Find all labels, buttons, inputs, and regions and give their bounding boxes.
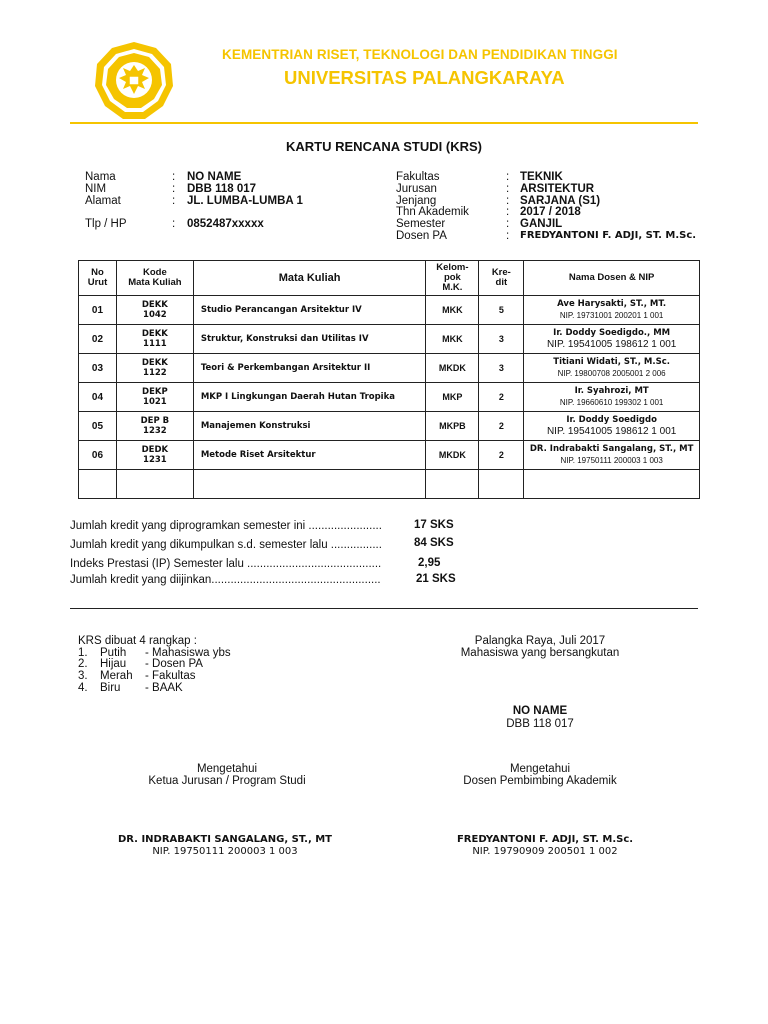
table-row (79, 296, 700, 325)
header-kelompok: Kelom- pok M.K. (426, 261, 479, 296)
row-kelompok: MKK (426, 325, 479, 354)
colon: : (172, 195, 176, 207)
row-kelompok: MKPB (426, 412, 479, 441)
university-name: UNIVERSITAS PALANGKARAYA (284, 67, 565, 88)
garuda-emblem-icon (93, 40, 175, 122)
header-kode: Kode Mata Kuliah (116, 261, 193, 296)
table-row (79, 325, 700, 354)
summary-ip-value: 2,95 (418, 557, 441, 569)
value-alamat: JL. LUMBA-LUMBA 1 (187, 195, 303, 207)
label-semester: Semester (396, 218, 446, 230)
table-row-empty (79, 470, 700, 499)
label-fakultas: Fakultas (396, 171, 440, 183)
label-thn-akademik: Thn Akademik (396, 206, 469, 218)
label-nama: Nama (85, 171, 116, 183)
colon: : (172, 171, 176, 183)
place-date: Palangka Raya, Juli 2017 (474, 635, 606, 647)
student-sign-caption: Mahasiswa yang bersangkutan (460, 647, 620, 659)
header-divider (70, 122, 698, 124)
value-fakultas: TEKNIK (520, 171, 563, 183)
sign-left-line1: Mengetahui (196, 763, 258, 775)
label-alamat: Alamat (85, 195, 121, 207)
header-mata-kuliah: Mata Kuliah (193, 261, 426, 296)
ministry-name: KEMENTRIAN RISET, TEKNOLOGI DAN PENDIDIKAN TINGGI (222, 47, 618, 62)
sign-left-line2: Ketua Jurusan / Program Studi (148, 775, 306, 787)
value-nim: DBB 118 017 (187, 183, 257, 195)
row-mata-kuliah: MKP I Lingkungan Daerah Hutan Tropika (193, 383, 426, 412)
summary-dikumpulkan-value: 84 SKS (414, 537, 454, 549)
colon: : (506, 230, 510, 242)
label-tlp: Tlp / HP (85, 218, 127, 230)
sign-left-nip: NIP. 19750111 200003 1 003 (152, 846, 298, 857)
row-no: 02 (79, 325, 117, 354)
value-semester: GANJIL (520, 218, 563, 230)
colon: : (506, 218, 510, 230)
row-kelompok: MKDK (426, 441, 479, 470)
row-kredit: 2 (479, 412, 524, 441)
row-kode: DEKK 1122 (116, 354, 193, 383)
row-kode: DEKK 1042 (116, 296, 193, 325)
colon: : (506, 171, 510, 183)
colon: : (172, 183, 176, 195)
row-no: 05 (79, 412, 117, 441)
row-dosen: DR. Indrabakti Sangalang, ST., MT NIP. 19750111 200003 1 003 (524, 441, 700, 470)
row-kode: DEP B 1232 (116, 412, 193, 441)
row-no: 04 (79, 383, 117, 412)
row-mata-kuliah: Struktur, Konstruksi dan Utilitas IV (193, 325, 426, 354)
row-dosen: Ave Harysakti, ST., MT. NIP. 19731001 200201 1 001 (524, 296, 700, 325)
value-tlp: 0852487xxxxx (187, 218, 264, 230)
label-nim: NIM (85, 183, 107, 195)
page-title: KARTU RENCANA STUDI (KRS) (286, 139, 482, 154)
row-kredit: 5 (479, 296, 524, 325)
sign-right-line1: Mengetahui (509, 763, 571, 775)
value-nama: NO NAME (187, 171, 242, 183)
row-no: 06 (79, 441, 117, 470)
row-mata-kuliah: Manajemen Konstruksi (193, 412, 426, 441)
row-dosen: Ir. Syahrozi, MT NIP. 19660610 199302 1 001 (524, 383, 700, 412)
label-jenjang: Jenjang (396, 195, 437, 207)
sign-right-line2: Dosen Pembimbing Akademik (463, 775, 617, 787)
row-kode: DEKP 1021 (116, 383, 193, 412)
row-no: 01 (79, 296, 117, 325)
student-sign-name: NO NAME (512, 705, 568, 717)
row-no: 03 (79, 354, 117, 383)
row-kelompok: MKK (426, 296, 479, 325)
header-no-urut: No Urut (79, 261, 117, 296)
section-divider (70, 608, 698, 609)
row-kelompok: MKDK (426, 354, 479, 383)
label-jurusan: Jurusan (396, 183, 437, 195)
row-dosen: Ir. Doddy Soedigdo NIP. 19541005 198612 1 001 (524, 412, 700, 441)
summary-dikumpulkan: Jumlah kredit yang dikumpulkan s.d. semester lalu ................ (70, 539, 382, 551)
header-kredit: Kre- dit (479, 261, 524, 296)
sign-left-name: DR. INDRABAKTI SANGALANG, ST., MT (117, 834, 332, 845)
row-kode: DEDK 1231 (116, 441, 193, 470)
value-dosen-pa: FREDYANTONI F. ADJI, ST. M.Sc. (520, 230, 697, 241)
table-row (79, 354, 700, 383)
student-sign-nim: DBB 118 017 (506, 718, 574, 730)
colon: : (506, 206, 510, 218)
course-table (78, 260, 700, 499)
row-kredit: 2 (479, 383, 524, 412)
table-header-row (79, 261, 700, 296)
sign-right-nip: NIP. 19790909 200501 1 002 (472, 846, 618, 857)
label-dosen-pa: Dosen PA (396, 230, 447, 242)
row-mata-kuliah: Metode Riset Arsitektur (193, 441, 426, 470)
row-kode: DEKK 1111 (116, 325, 193, 354)
value-thn-akademik: 2017 / 2018 (520, 206, 581, 218)
row-kredit: 3 (479, 325, 524, 354)
row-mata-kuliah: Teori & Perkembangan Arsitektur II (193, 354, 426, 383)
sign-right-name: FREDYANTONI F. ADJI, ST. M.Sc. (456, 834, 634, 845)
summary-diprogramkan-value: 17 SKS (414, 519, 454, 531)
value-jenjang: SARJANA (S1) (520, 195, 601, 207)
table-row (79, 412, 700, 441)
copies-title: KRS dibuat 4 rangkap : (78, 635, 197, 647)
row-kredit: 2 (479, 441, 524, 470)
colon: : (506, 195, 510, 207)
row-dosen: Ir. Doddy Soedigdo., MM NIP. 19541005 198612 1 001 (524, 325, 700, 354)
row-mata-kuliah: Studio Perancangan Arsitektur IV (193, 296, 426, 325)
row-dosen: Titiani Widati, ST., M.Sc. NIP. 19800708 2005001 2 006 (524, 354, 700, 383)
row-kredit: 3 (479, 354, 524, 383)
colon: : (172, 218, 176, 230)
value-jurusan: ARSITEKTUR (520, 183, 595, 195)
header-dosen: Nama Dosen & NIP (524, 261, 700, 296)
summary-diijinkan: Jumlah kredit yang diijinkan..................................................... (70, 574, 381, 586)
summary-diijinkan-value: 21 SKS (416, 573, 456, 585)
summary-ip: Indeks Prestasi (IP) Semester lalu .......................................... (70, 558, 382, 570)
table-row (79, 441, 700, 470)
summary-diprogramkan: Jumlah kredit yang diprogramkan semester ini ....................... (70, 520, 382, 532)
row-kelompok: MKP (426, 383, 479, 412)
table-row (79, 383, 700, 412)
colon: : (506, 183, 510, 195)
